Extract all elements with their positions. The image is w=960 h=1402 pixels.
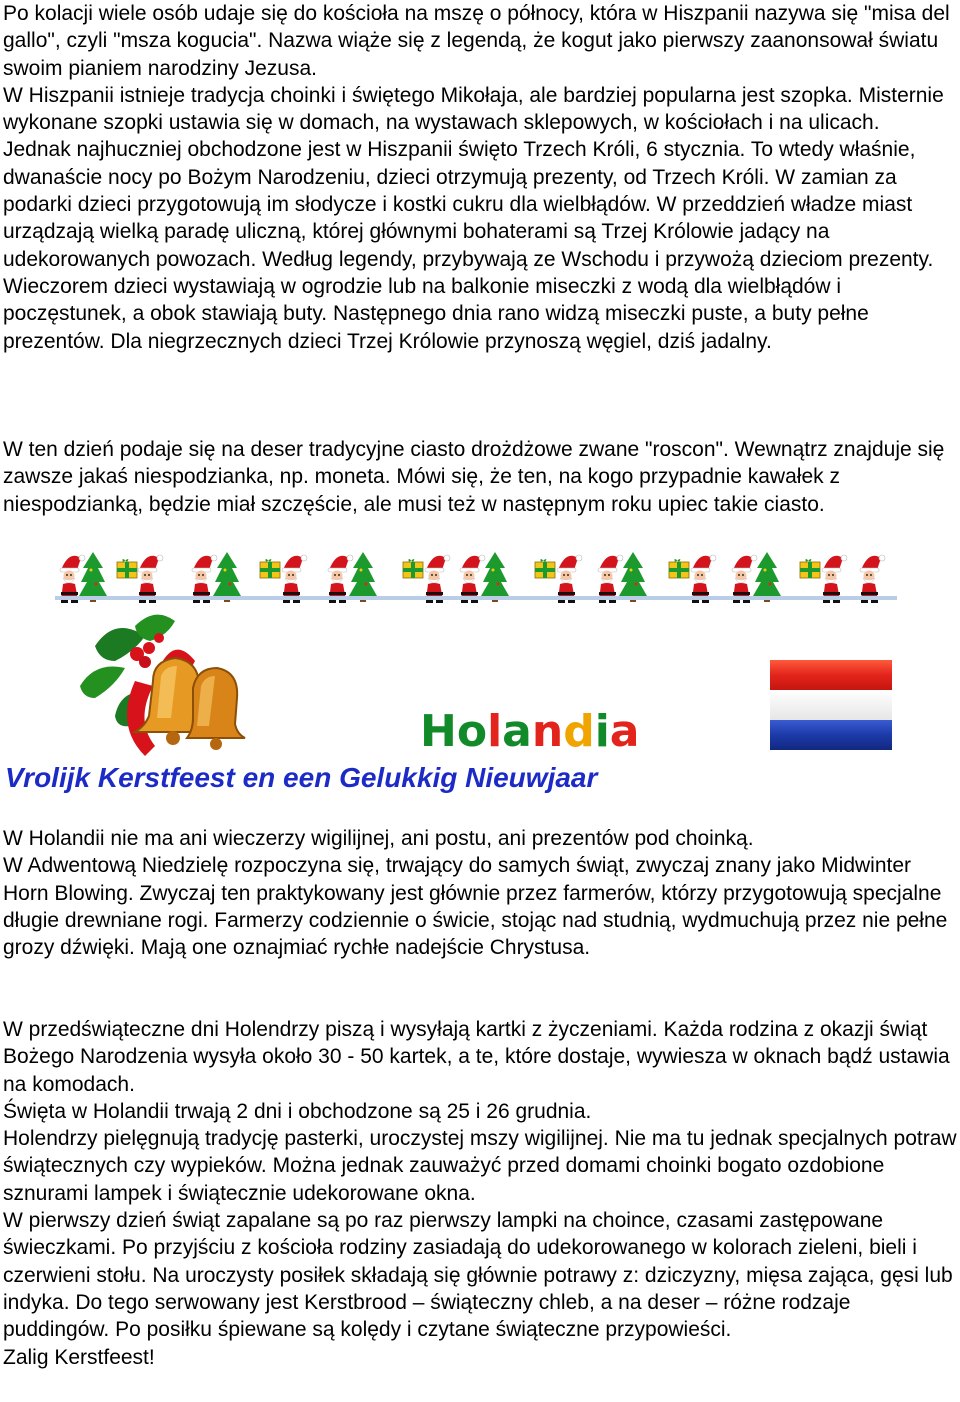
christmas-bells-icon bbox=[75, 606, 250, 766]
paragraph-horn-blowing: W Adwentową Niedzielę rozpoczyna się, trwający do samych świąt, zwyczaj znany jako Midwinter Horn Blowing. Zwyczaj ten praktykowany jest głównie przez farmerów, którzy przygotowują specjalne długie drewniane rogi. Farmerzy codziennie o świcie, stojąc nad studnią, wydmuchują przez nie pełne grozy dźwięki. Mają one oznajmiać rychłe nadejście Chrystusa. bbox=[3, 854, 948, 960]
paragraph-three-kings: Jednak najhuczniej obchodzone jest w Hiszpanii święto Trzech Króli, 6 stycznia. To wtedy właśnie, dwanaście nocy po Bożym Narodzeniu, dzieci otrzymują prezenty, od Trzech Króli. W zamian za podarki dzieci przygotowują im słodycze i kostki cukru dla wielbłądów. W przeddzień władze miast urządzają wielką paradę uliczną, której głównymi bohaterami są Trzej Królowie jadący na udekorowanych powozach. Według legendy, przybywają ze Wschodu i przywożą dzieciom prezenty. Wieczorem dzieci wystawiają w ogrodzie lub na balkonie miseczki z wodą dla wielbłądów i poczęstunek, a obok stawiają buty. Następnego dnia rano widzą miseczki puste, a buty pełne prezentów. Dla niegrzecznych dzieci Trzej Królowie przynoszą węgiel, dziś jadalny. bbox=[3, 138, 934, 353]
paragraph-midnight-mass: Po kolacji wiele osób udaje się do kościoła na mszę o północy, która w Hiszpanii nazywa się "misa del gallo", czyli "msza kogucia". Nazwa wiąże się z legendą, że kogut jako pierwszy zaanonsował światu swoim pianiem narodziny Jezusa. bbox=[3, 2, 950, 80]
title-letter: d bbox=[563, 706, 595, 757]
spain-text-section bbox=[3, 0, 958, 355]
dutch-greeting: Vrolijk Kerstfeest en een Gelukkig Nieuwjaar bbox=[5, 762, 598, 793]
title-letter: i bbox=[594, 706, 610, 757]
title-letter: l bbox=[487, 706, 503, 757]
paragraph-dates: Święta w Holandii trwają 2 dni i obchodzone są 25 i 26 grudnia. bbox=[3, 1099, 592, 1123]
title-letter: a bbox=[502, 706, 532, 757]
paragraph-closing: Zalig Kerstfeest! bbox=[3, 1345, 155, 1369]
paragraph-roscon: W ten dzień podaje się na deser tradycyjne ciasto drożdżowe zwane "roscon". Wewnątrz znajduje się zawsze jakaś niespodzianka, np. moneta. Mówi się, że ten, na kogo przypadnie kawałek z niespodzianką, będzie miał szczęście, ale musi też w następnym roku upiec takie ciasto. bbox=[3, 438, 945, 516]
title-letter: o bbox=[456, 706, 488, 757]
netherlands-flag-icon bbox=[770, 660, 892, 750]
paragraph-cards: W przedświąteczne dni Holendrzy piszą i wysyłają kartki z życzeniami. Każda rodzina z okazji świąt Bożego Narodzenia wysyła około 30 - 50 kartek, a te, które dostaje, wywiesza w oknach bądź ustawia na komodach. bbox=[3, 1018, 950, 1096]
border-underline bbox=[55, 596, 897, 600]
roscon-text-section bbox=[3, 436, 958, 518]
paragraph-first-day: W pierwszy dzień świąt zapalane są po raz pierwszy lampki na choince, czasami zastępowane świeczkami. Po przyjściu z kościoła rodziny zasiadają do udekorowanego w kolorach zieleni, bieli i czerwieni stołu. Na uroczysty posiłek składają się głównie potrawy z: dziczyzny, mięsa zająca, gęsi lub indyka. Do tego serwowany jest Kerstbrood – świąteczny chleb, a na deser – różne rodzaje puddingów. Po posiłku śpiewane są kolędy i czytane świąteczne przypowieści. bbox=[3, 1209, 953, 1342]
title-letter: a bbox=[609, 706, 640, 757]
holland-text-section-2 bbox=[3, 1016, 958, 1371]
holland-text-section-1 bbox=[3, 825, 958, 961]
holandia-title bbox=[420, 702, 639, 762]
title-letter: H bbox=[420, 706, 457, 757]
title-letter: n bbox=[531, 706, 564, 757]
paragraph-nativity-scene: W Hiszpanii istnieje tradycja choinki i świętego Mikołaja, ale bardziej popularna jest szopka. Misternie wykonane szopki ustawia się w domach, na wystawach sklepowych, w kościołach i na ulicach. bbox=[3, 83, 944, 135]
paragraph-no-wigilia: W Holandii nie ma ani wieczerzy wigilijnej, ani postu, ani prezentów pod choinką. bbox=[3, 827, 754, 850]
paragraph-midnight-mass-nl: Holendrzy pielęgnują tradycję pasterki, uroczystej mszy wigilijnej. Nie ma tu jednak specjalnych potraw świątecznych czy wypieków. Można jednak zauważyć przed domami choinki bogato ozdobione sznurami lampek i świątecznie udekorowane okna. bbox=[3, 1127, 957, 1205]
